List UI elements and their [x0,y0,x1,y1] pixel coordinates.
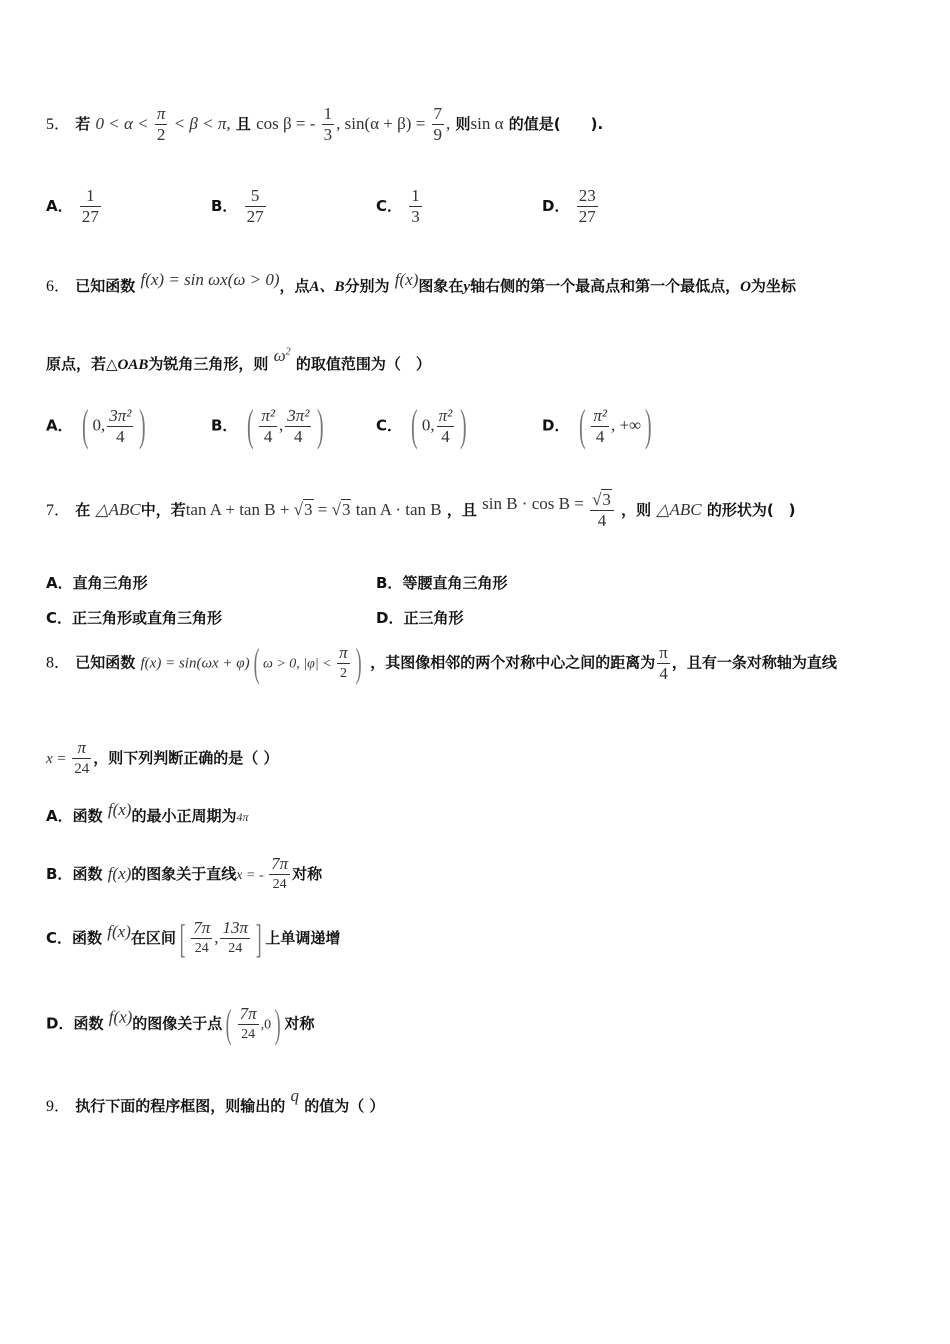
fraction: $\frac{\text{3π²}}{4}$ [109,405,132,446]
fraction: $\frac{\pi}{4}$ [659,642,668,683]
text: 为锐角三角形，则 [148,355,269,373]
q8-option-b[interactable] [46,854,322,895]
question-number: 8． [46,654,71,672]
option-label: A． [46,416,73,435]
text: 执行下面的程序框图，则输出的 [75,1097,286,1115]
fraction: $\frac{\text{π²}}{4}$ [593,405,607,446]
q5-option-a[interactable] [46,186,103,227]
paren-left: ( [225,1001,232,1046]
fraction: $\frac{\pi}{2}$ [156,104,166,144]
math: , [278,415,284,435]
option-label: C． [376,416,403,435]
option-label: A． [46,197,73,215]
paren-right: ) [317,401,324,450]
paren-left: ( [253,640,260,685]
option-label: B． [211,197,238,215]
fraction: $\frac{\text{3π²}}{4}$ [287,405,310,446]
fraction: $\frac{23}{27}$ [578,186,596,226]
text: 中，若 [140,501,186,519]
math: △ABC [95,500,141,519]
math: sin B · cos B = [482,494,589,513]
text: 的图像关于点 [132,1014,223,1033]
text: ，则 [621,501,652,519]
q5-option-d[interactable] [542,186,600,227]
question-8-line-2 [46,738,279,779]
text: 函数 [72,807,103,825]
q6-option-a[interactable] [46,401,150,450]
text: 的最小正周期为 [131,807,237,825]
question-6 [46,270,796,296]
fraction: $\frac{1}{27}$ [81,186,99,226]
text: 为坐标 [750,277,796,295]
option-label: A． [46,574,73,592]
option-label: D． [46,1014,74,1033]
q6-option-b[interactable] [211,401,328,450]
math: △ABC [656,500,702,519]
fraction: $\frac{7\pi}{24}$ [239,1003,257,1042]
fraction: $\frac{7\pi}{24}$ [193,918,211,956]
question-9 [46,1086,384,1116]
text: 已知函数 [75,653,136,672]
fraction: $\frac{\text{π²}}{4}$ [438,405,453,446]
q5-option-b[interactable] [211,186,268,227]
paren-left: ( [81,401,89,450]
math: f(x) [394,270,419,289]
text: 对称 [284,1014,315,1033]
math: < β < π, [169,114,231,133]
q5-option-c[interactable] [376,186,424,227]
text: 对称 [292,865,323,883]
q8-option-c[interactable]: C．函数 f(x)在区间[ $\frac{7\pi}{24}$ , $\frac{13\pi}{24}$ ] 上单调递增 [46,915,341,961]
q7-option-d[interactable] [376,607,463,628]
math: $\omega^2$ [273,346,291,365]
math: tan A · tan B [351,500,442,519]
text: 的图象关于直线 [131,865,237,883]
math: , [446,114,451,133]
math: x = [46,751,71,767]
text: ，点 [279,277,310,295]
text: 上单调递增 [265,929,341,947]
q7-option-c[interactable] [46,607,222,628]
question-number: 6． [46,278,71,295]
text: ，则下列判断正确的是（ ） [93,749,279,767]
text: O [740,279,751,295]
bracket-right: ] [255,915,262,961]
q6-option-c[interactable] [376,401,471,450]
paren-right: ) [355,640,362,685]
bracket-left: [ [179,915,186,961]
text: 分别为 [344,277,390,295]
text: ，且 [446,501,477,519]
text: 函数 [72,865,103,883]
question-5 [46,104,603,145]
text: 在区间 [130,929,176,947]
option-text: 正三角形或直角三角形 [72,609,223,627]
math: , +∞ [610,415,642,435]
math: 0, [92,415,106,435]
math: f(x) [107,922,131,941]
q6-option-d[interactable] [542,401,656,450]
text: 的形状为( ) [706,501,796,519]
math: ,0 [260,1017,272,1033]
question-number: 5． [46,116,71,133]
question-8 [46,641,837,685]
q8-option-d[interactable] [46,1002,315,1046]
option-text: 直角三角形 [72,574,148,592]
text: ，且有一条对称轴为直线 [671,653,837,672]
sqrt: √3 [331,500,351,519]
math: 0 < α < [95,114,153,133]
text: 轴右侧的第一个最高点和第一个最低点， [470,277,741,295]
fraction: $\frac{1}{3}$ [323,104,333,144]
paren-right: ) [139,401,147,450]
fraction: $\frac{\text{π²}}{4}$ [261,405,275,446]
option-text: 等腰直角三角形 [402,574,508,592]
question-number: 7． [46,502,71,519]
math: f(x) [108,1007,133,1027]
option-label: D． [542,416,570,435]
text: 且 [235,115,251,133]
option-text: 正三角形 [403,609,464,627]
question-6-line-2 [46,346,431,374]
text: ，其图像相邻的两个对称中心之间的距离为 [370,653,656,672]
text: 已知函数 [75,277,136,295]
text: 若 [75,115,91,133]
text: 的值为（ ） [304,1097,385,1115]
option-label: B． [46,865,73,883]
fraction: $\frac{5}{27}$ [246,186,264,226]
text: 函数 [73,1014,104,1033]
paren-left: ( [578,401,586,450]
math: f(x) [107,864,132,883]
text: y [463,279,471,295]
option-label: B． [376,574,403,592]
math: 0, [421,415,435,435]
paren-left: ( [411,401,418,450]
fraction: $\frac{7}{9}$ [433,104,443,144]
math: sin α [470,114,504,133]
math: = [313,500,332,519]
q7-option-b[interactable] [376,572,507,593]
fraction: $\frac{√3}{4}$ [590,490,614,531]
fraction: $\frac{\pi}{24}$ [74,738,90,777]
fraction: $\frac{\pi}{2}$ [339,642,348,681]
q7-option-a[interactable] [46,572,148,593]
option-label: D． [542,197,570,215]
math: f(x) [107,800,132,819]
option-label: C． [46,609,73,627]
paren-left: ( [246,401,254,450]
option-label: B． [211,416,238,435]
math: x = - [236,868,268,883]
text: A、B [309,279,345,295]
text: 则 [455,115,471,133]
math: f(x) = sin(ωx + φ) [140,655,250,672]
question-7 [46,490,796,531]
fraction: $\frac{13\pi}{24}$ [222,918,249,956]
q8-option-a[interactable] [46,800,248,826]
option-label: C． [376,197,403,215]
math: cos β = - [256,114,320,133]
paren-right: ) [645,401,652,450]
text: 函数 [72,929,103,947]
text: 图象在 [418,277,464,295]
math: ω > 0, |φ| < [262,656,336,672]
fraction: $\frac{1}{3}$ [411,186,420,226]
text: 的取值范围为（ ） [295,355,431,373]
text: 在 [75,501,91,519]
math: f(x) = sin ωx(ω > 0) [140,270,280,289]
option-label: D． [376,609,404,627]
math: q [290,1086,299,1105]
option-label: C． [46,929,73,947]
paren-right: ) [274,1001,281,1046]
option-label: A． [46,807,73,825]
sqrt: √3 [293,500,313,519]
paren-right: ) [460,401,467,450]
text: OAB [117,357,149,373]
text: 的值是( ). [508,115,604,133]
math: 4π [236,810,249,824]
fraction: $\frac{7\pi}{24}$ [271,854,289,892]
text: 原点，若△ [46,355,118,373]
math: , sin(α + β) = [336,114,430,133]
question-number: 9． [46,1098,71,1115]
math: tan A + tan B + [185,500,294,519]
